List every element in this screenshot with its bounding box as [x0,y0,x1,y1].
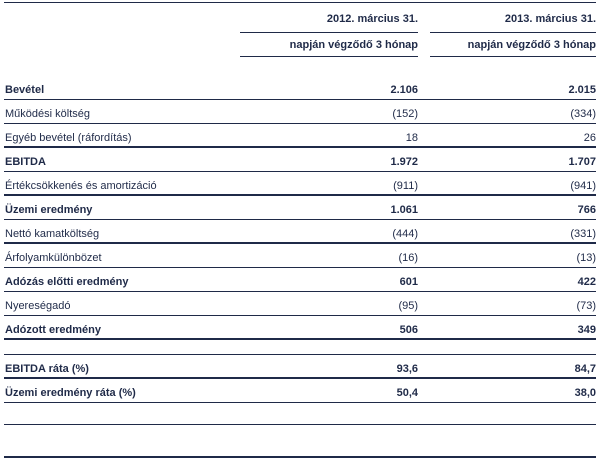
value-2012: 1.972 [390,156,418,168]
table-row [4,148,596,172]
row-label: Árfolyamkülönbözet [5,252,102,264]
table-row [4,220,596,244]
value-2013: 84,7 [574,363,596,375]
table-row [4,172,596,196]
table-row [4,316,596,340]
row-label: Nettó kamatköltség [5,228,100,240]
table-row [4,292,596,316]
row-label: Értékcsökkenés és amortizáció [5,180,157,192]
value-2012: 601 [399,276,418,288]
value-2012: (444) [392,228,418,240]
value-2012: 93,6 [396,363,418,375]
value-2012: 2.106 [390,84,418,96]
col-2012-header-rule [240,32,418,33]
value-2013: (941) [570,180,596,192]
value-2012: (911) [393,180,418,192]
table-row [4,355,596,379]
value-2012: (16) [398,252,418,264]
table-row [4,124,596,148]
value-2013: 349 [577,324,596,336]
row-label: Adózás előtti eredmény [5,276,129,288]
table-row [4,76,596,100]
value-2013: (13) [576,252,596,264]
value-2013: 38,0 [574,387,596,399]
page-bottom-rule [4,456,596,458]
table-row [4,196,596,220]
value-2012: (95) [398,300,418,312]
col-2012-date: 2012. március 31. [326,13,418,25]
row-label: EBITDA [5,156,46,168]
table-row [4,268,596,292]
value-2012: (152) [392,108,418,120]
table-row [4,379,596,403]
row-label: Adózott eredmény [5,324,101,336]
value-2013: 422 [577,276,596,288]
row-label: Üzemi eredmény [5,204,93,216]
table-bottom-rule [4,424,596,425]
value-2013: 26 [583,132,596,144]
value-2013: (73) [576,300,596,312]
row-label: Egyéb bevétel (ráfordítás) [5,132,132,144]
value-2012: 50,4 [396,387,418,399]
row-label: Üzemi eredmény ráta (%) [5,387,136,399]
col-2013-bottom-rule [430,56,596,57]
income-statement-table [4,0,596,461]
row-label: Nyereségadó [5,300,71,312]
value-2013: (334) [570,108,596,120]
value-2013: 766 [577,204,596,216]
value-2013: 2.015 [568,84,596,96]
header-top-rule [4,2,596,3]
table-row [4,100,596,124]
col-2012-bottom-rule [240,56,418,57]
row-label: EBITDA ráta (%) [5,363,89,375]
value-2013: 1.707 [568,156,596,168]
value-2013: (331) [570,228,596,240]
table-row [4,244,596,268]
row-label: Működési költség [5,108,90,120]
row-label: Bevétel [5,84,45,96]
value-2012: 1.061 [390,204,418,216]
col-2013-header-rule [430,32,596,33]
value-2012: 506 [399,324,418,336]
value-2012: 18 [405,132,418,144]
col-2012-period: napján végződő 3 hónap [289,39,418,51]
col-2013-date: 2013. március 31. [504,13,596,25]
col-2013-period: napján végződő 3 hónap [467,39,596,51]
